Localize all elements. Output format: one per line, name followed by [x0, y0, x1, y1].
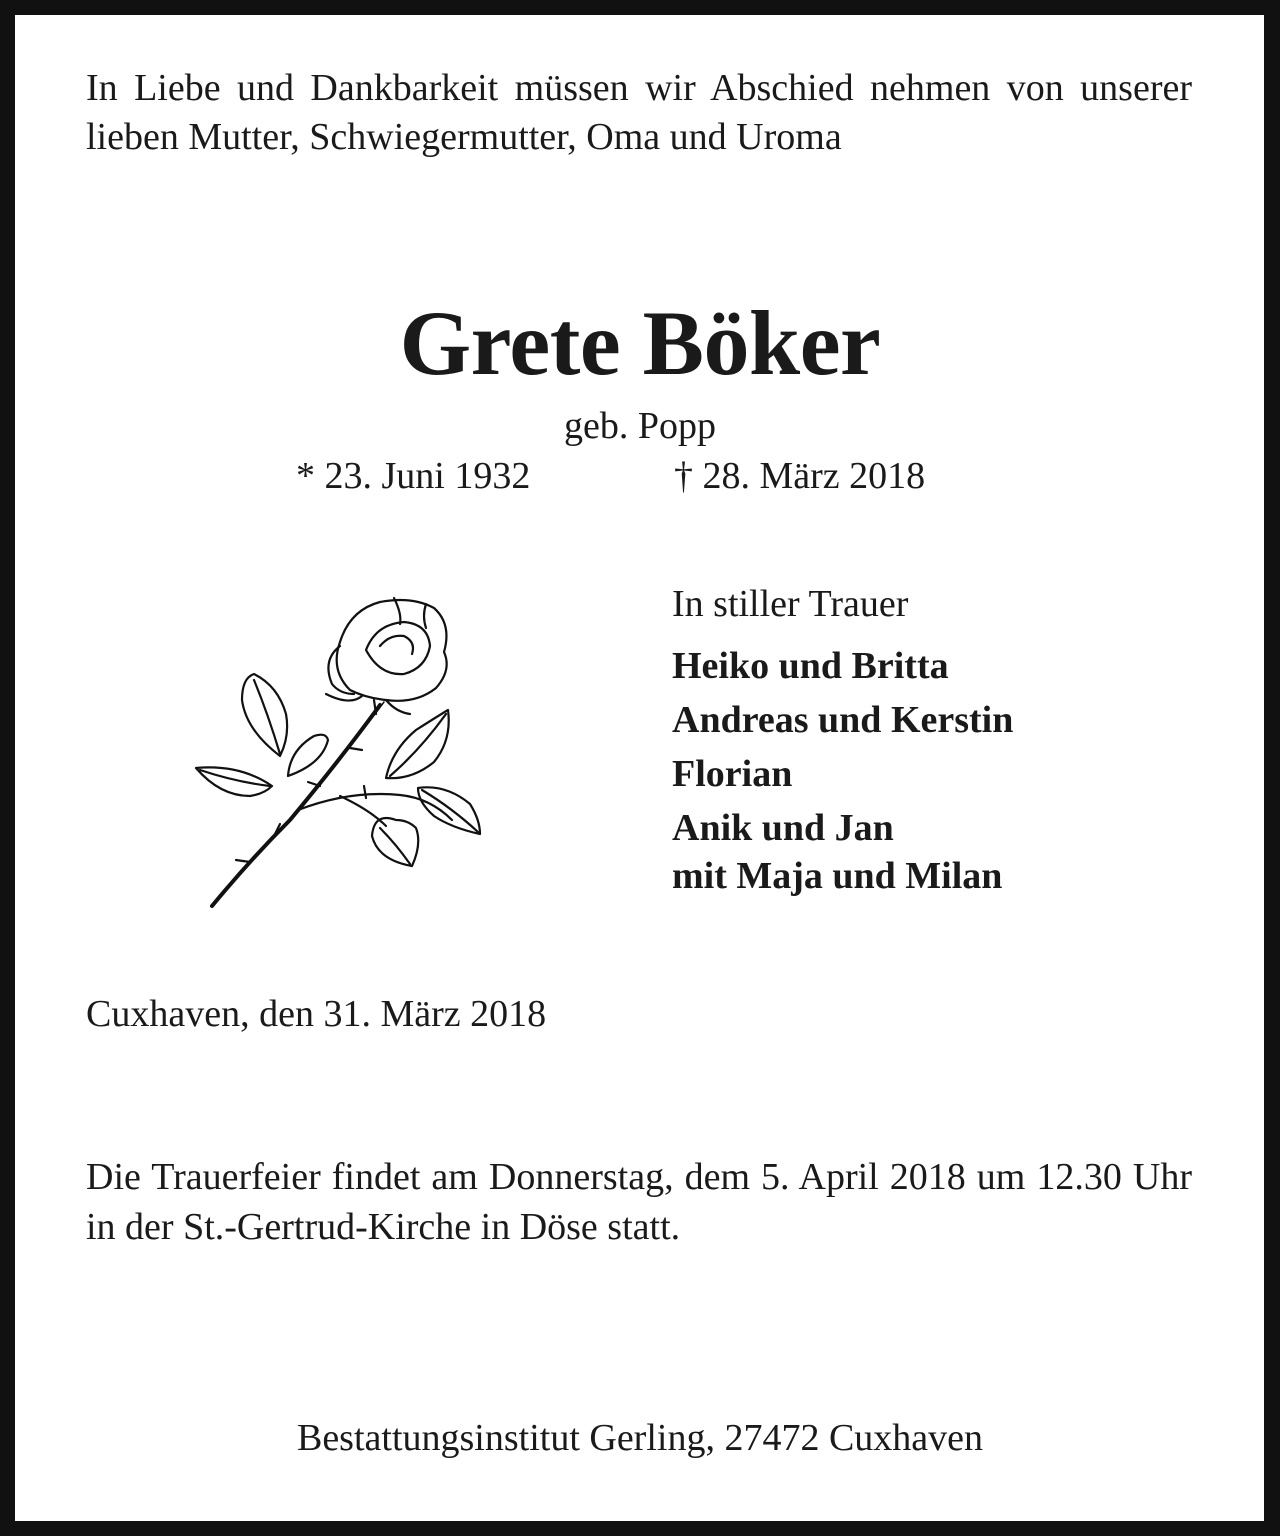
service-info: Die Trauerfeier findet am Donnerstag, dem 5. April 2018 um 12.30 Uhr in der St.-Gertrud-Kirche in Döse statt. — [86, 1156, 1192, 1248]
undertaker-info: Bestattungsinstitut Gerling, 27472 Cuxhaven — [296, 1417, 984, 1459]
mourner-entry: Andreas und Kerstin — [672, 699, 1014, 741]
birth-date: * 23. Juni 1932 — [296, 455, 531, 497]
deceased-name: Grete Böker — [399, 292, 881, 394]
mourner-entry: mit Maja und Milan — [672, 855, 1003, 897]
place-date: Cuxhaven, den 31. März 2018 — [86, 993, 547, 1035]
maiden-name: geb. Popp — [564, 405, 716, 447]
rose-icon — [190, 590, 490, 910]
mourning-heading: In stiller Trauer — [672, 583, 909, 625]
mourner-entry: Florian — [672, 753, 793, 795]
mourner-entry: Anik und Jan — [672, 807, 894, 849]
mourner-entry: Heiko und Britta — [672, 645, 949, 687]
death-date: † 28. März 2018 — [674, 455, 926, 497]
mourner-list — [672, 642, 1013, 906]
intro-text: In Liebe und Dankbarkeit müssen wir Abschied nehmen von unserer lieben Mutter, Schwiegermutter, Oma und Uroma — [86, 67, 1192, 158]
